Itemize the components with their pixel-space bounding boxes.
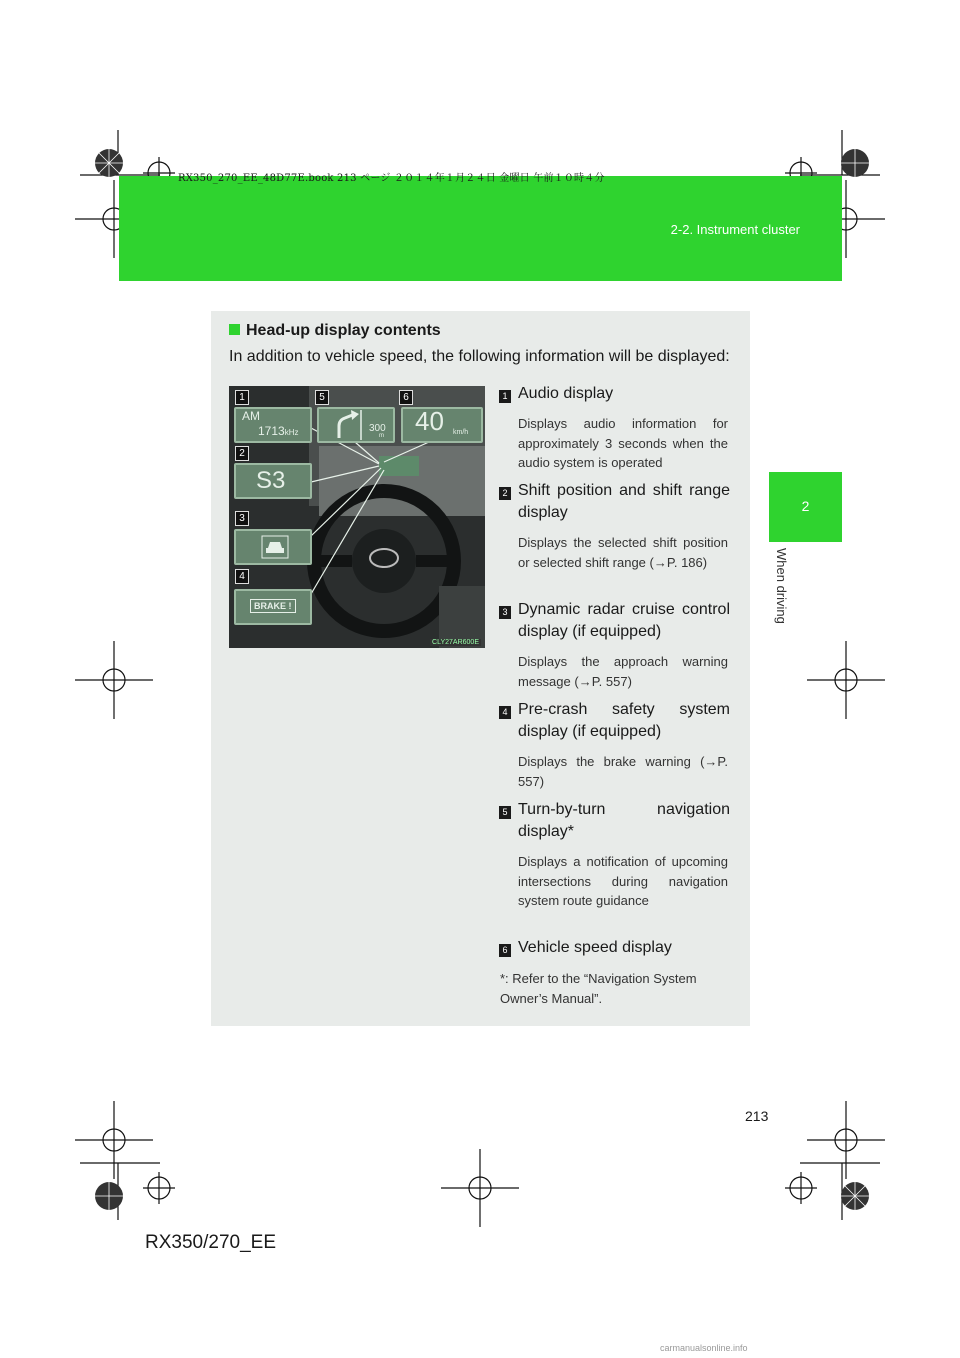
item-3-number-icon: 3 xyxy=(499,606,511,619)
callout-4: 4 xyxy=(235,569,249,584)
shift-value: S3 xyxy=(256,467,286,494)
item-5-number-icon: 5 xyxy=(499,806,511,819)
illustration-code: CLY27AR600E xyxy=(432,639,479,646)
callout-1: 1 xyxy=(235,390,249,405)
item-4-number-icon: 4 xyxy=(499,706,511,719)
chapter-label-text: When driving xyxy=(774,548,789,624)
page-number: 213 xyxy=(745,1108,769,1124)
audio-panel xyxy=(234,407,312,443)
item-2-number-icon: 2 xyxy=(499,487,511,500)
nav-distance: 300 xyxy=(369,423,386,434)
item-6-title: Vehicle speed display xyxy=(518,939,672,956)
item-4-desc: Displays the brake warning (→P. 557) xyxy=(518,754,728,789)
turn-arrow-icon xyxy=(333,410,373,440)
brake-warning: BRAKE ! xyxy=(250,599,296,613)
chapter-number: 2 xyxy=(801,498,810,514)
intro-text: In addition to vehicle speed, the following information will be displayed: xyxy=(229,348,730,365)
item-1-desc: Displays audio information for approximately 3 seconds when the audio system is operated xyxy=(518,416,728,470)
item-1-number-icon: 1 xyxy=(499,390,511,403)
radar-cruise-panel xyxy=(234,529,312,565)
precrash-panel xyxy=(234,589,312,625)
shift-panel xyxy=(234,463,312,499)
footnote: *: Refer to the “Navigation System Owner’s Manual”. xyxy=(500,971,697,1006)
book-info-line: RX350_270_EE_48D77E.book 213 ページ ２０１４年１月２４日 金曜日 午前１０時４分 xyxy=(178,173,605,184)
hud-illustration xyxy=(229,386,485,648)
item-5-desc: Displays a notification of upcoming intersections during navigation system route guidance xyxy=(518,854,728,908)
item-6-number-icon: 6 xyxy=(499,944,511,957)
nav-distance-unit: m xyxy=(379,433,384,439)
section-title: 2-2. Instrument cluster xyxy=(670,222,800,237)
item-3-title: Dynamic radar cruise control display (if equipped) xyxy=(518,601,730,640)
speed-value: 40 xyxy=(415,406,444,436)
callout-3: 3 xyxy=(235,511,249,526)
callout-5: 5 xyxy=(315,390,329,405)
callout-6: 6 xyxy=(399,390,413,405)
watermark: carmanualsonline.info xyxy=(660,1343,748,1353)
speed-unit: km/h xyxy=(453,429,469,436)
preceding-vehicle-icon xyxy=(260,534,290,560)
item-1-title: Audio display xyxy=(518,385,614,402)
callout-2: 2 xyxy=(235,446,249,461)
audio-freq-unit: kHz xyxy=(284,428,299,437)
item-2-title: Shift position and shift range display xyxy=(518,482,730,521)
speed-panel xyxy=(401,407,483,443)
item-4-title: Pre-crash safety system display (if equipped) xyxy=(518,701,730,740)
audio-frequency xyxy=(258,424,298,438)
navigation-panel xyxy=(317,407,395,443)
model-name: RX350/270_EE xyxy=(145,1232,276,1253)
item-5-title: Turn-by-turn navigation display* xyxy=(518,801,730,840)
item-3-desc: Displays the approach warning message (→P. 557) xyxy=(518,654,728,689)
square-bullet-icon xyxy=(229,324,240,335)
section-heading-text: Head-up display contents xyxy=(246,322,441,339)
chapter-label xyxy=(774,548,803,638)
item-2-desc: Displays the selected shift position or selected shift range (→P. 186) xyxy=(518,535,728,570)
section-heading xyxy=(229,322,441,340)
audio-freq-value: 1713 xyxy=(258,424,285,438)
audio-band: AM xyxy=(242,409,260,423)
